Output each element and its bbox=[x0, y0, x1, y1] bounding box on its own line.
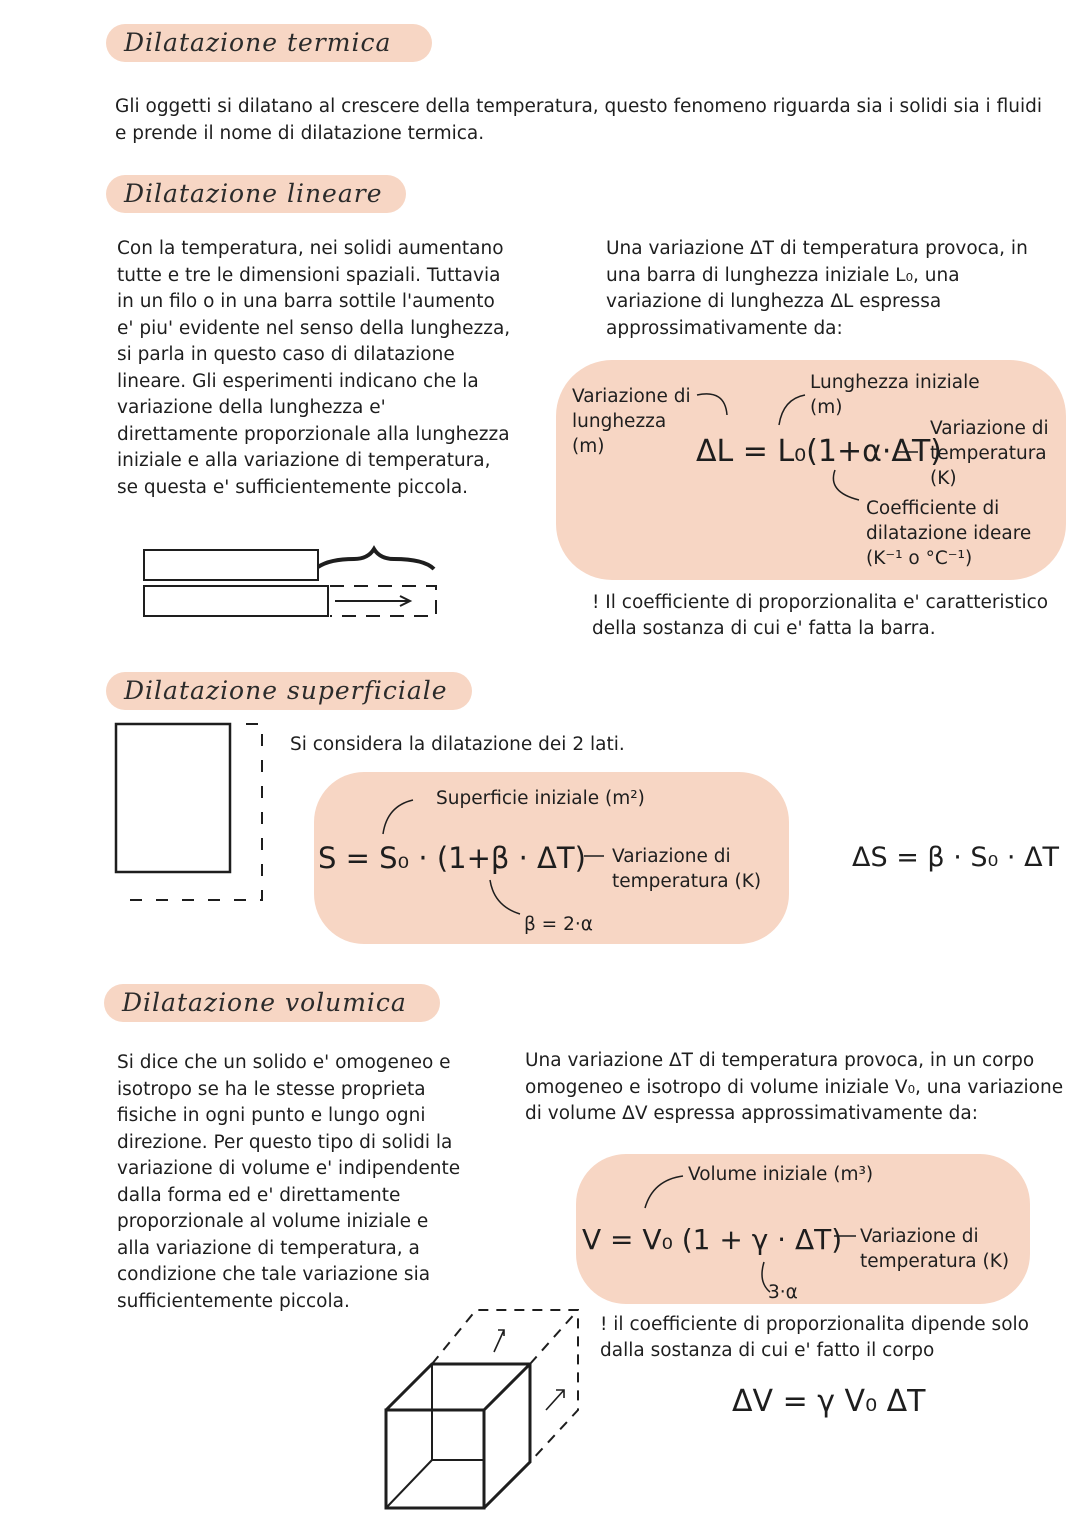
label-coefficient: Coefficiente di dilatazione ideare (K⁻¹ o °C⁻¹) bbox=[866, 498, 1032, 569]
surface-delta-formula: ΔS = β · S₀ · ΔT bbox=[852, 842, 1060, 873]
label-initial-volume: Volume iniziale (m³) bbox=[688, 1164, 874, 1185]
label-temp-variation-surface: Variazione di temperatura (K) bbox=[612, 846, 762, 892]
heading-dilatazione-termica: Dilatazione termica bbox=[106, 24, 432, 62]
label-initial-surface: Superficie iniziale (m²) bbox=[436, 788, 645, 809]
heading-dilatazione-lineare: Dilatazione lineare bbox=[106, 175, 406, 213]
label-initial-length: Lunghezza iniziale (m) bbox=[810, 372, 980, 418]
heading-dilatazione-superficiale: Dilatazione superficiale bbox=[106, 672, 472, 710]
volume-formula: V = V₀ (1 + γ · ΔT) bbox=[582, 1223, 843, 1256]
thermal-intro-text: Gli oggetti si dilatano al crescere della temperatura, questo fenomeno riguarda sia i solidi sia i fluidi e prende il nome di dilatazione termica. bbox=[115, 96, 1042, 144]
linear-left-text: Con la temperatura, nei solidi aumentano tutte e tre le dimensioni spaziali. Tuttavia in un filo o in una barra sottile l'aumento e' piu' evidente nel senso della lunghezza, si parla in questo caso di dilatazione lineare. Gli esperimenti indicano che la variazione della lunghezza e' direttamente proporzionale alla lunghezza iniziale e alla variazione di temperatura, se questa e' sufficientemente piccola. bbox=[117, 238, 511, 498]
label-variation-length: Variazione di lunghezza (m) bbox=[572, 386, 691, 457]
surface-intro-text: Si considera la dilatazione dei 2 lati. bbox=[290, 734, 625, 755]
volume-left-text: Si dice che un solido e' omogeneo e isotropo se ha le stesse proprieta fisiche in ogni punto e lungo ogni direzione. Per questo tipo di solidi la variazione di volume e' indipendente dalla forma ed e' direttamente proporzionale al volume iniziale e alla variazione di temperatura, a condizione che tale variazione sia sufficientemente piccola. bbox=[117, 1052, 461, 1312]
volume-note: ! il coefficiente di proporzionalita dipende solo dalla sostanza di cui e' fatto il corpo bbox=[600, 1314, 1029, 1361]
linear-note: ! Il coefficiente di proporzionalita e' caratteristico della sostanza di cui e' fatta la barra. bbox=[592, 592, 1049, 639]
gamma-relation: 3·α bbox=[768, 1282, 798, 1303]
linear-right-text: Una variazione ΔT di temperatura provoca, in una barra di lunghezza iniziale L₀, una variazione di lunghezza ΔL espressa approssimativamente da: bbox=[606, 238, 1028, 339]
linear-formula: ΔL = L₀(1+α·ΔT) bbox=[696, 434, 942, 469]
volume-delta-formula: ΔV = γ V₀ ΔT bbox=[732, 1384, 926, 1419]
label-temp-variation-volume: Variazione di temperatura (K) bbox=[860, 1226, 1010, 1272]
heading-dilatazione-volumica: Dilatazione volumica bbox=[104, 984, 440, 1022]
volume-right-text: Una variazione ΔT di temperatura provoca, in un corpo omogeneo e isotropo di volume iniziale V₀, una variazione di volume ΔV espressa approssimativamente da: bbox=[525, 1050, 1064, 1124]
surface-formula: S = S₀ · (1+β · ΔT) bbox=[318, 841, 586, 875]
beta-relation: β = 2·α bbox=[524, 914, 593, 935]
label-temp-variation-linear: Variazione di temperatura (K) bbox=[930, 418, 1049, 489]
